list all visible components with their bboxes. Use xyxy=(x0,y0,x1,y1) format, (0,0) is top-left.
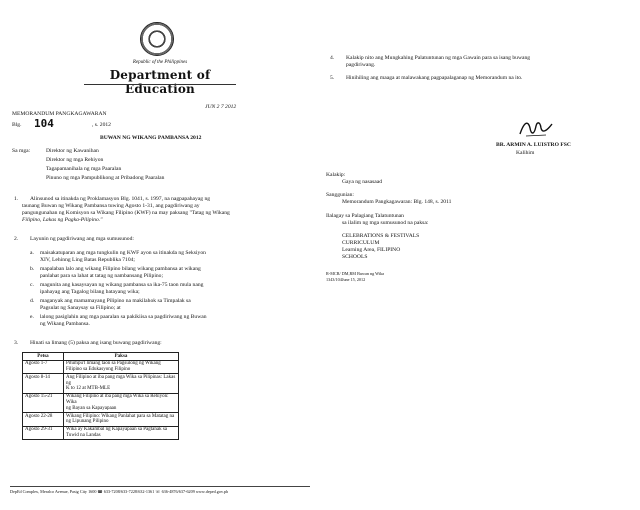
subject-item: CURRICULUM xyxy=(342,240,380,246)
ilalagay-label: Ilalagay sa Palagiang Talatuntunan xyxy=(326,213,404,219)
paragraph-number: 5. xyxy=(330,75,335,81)
paragraph-4-line: pagdiriwang. xyxy=(346,62,376,68)
recipient: Direktor ng Kawanihan xyxy=(46,148,99,154)
ilalagay-sub: sa ilalim ng mga sumusunod na paksa: xyxy=(342,220,429,226)
schedule-topic: Wika ay Kakambal ng Kapayapaan sa Pagtahak sa Tuwid na Landas xyxy=(64,426,179,440)
sanggunian-value: Memorandum Pangkagawaran: Blg. 148, s. 2011 xyxy=(342,199,452,205)
department-title: Department of Education xyxy=(109,68,211,96)
footer-address: DepEd Complex, Meralco Avenue, Pasig City 1600 ☎ 633-7208/633-7228/632-1361 ☏ 636-4876/637-6209 www.deped.gov.ph xyxy=(10,489,229,494)
kalakip-label: Kalakip: xyxy=(326,172,346,178)
recipient: Direktor ng mga Rehiyon xyxy=(46,157,104,163)
objective-line: ipahayag ang Tagalog bilang batayang wika; xyxy=(40,289,140,295)
table-row xyxy=(23,426,179,440)
memo-page-right xyxy=(320,0,640,510)
schedule-topic: Wikang Filipino at iba pang mga Wika sa Rehiyon: Wika ng Bayan sa Kapayapaan xyxy=(64,393,179,412)
schedule-date: Agosto 1-7 xyxy=(23,360,64,374)
schedule-date: Agosto 8-14 xyxy=(23,374,64,393)
paragraph-2-intro: Layunin ng pagdiriwang ang mga sumusunod: xyxy=(30,236,134,242)
recipient: Tagapamanihala ng mga Paaralan xyxy=(46,166,122,172)
reference-line: 1343/104June 15, 2012 xyxy=(326,277,366,282)
schedule-table xyxy=(22,352,179,440)
table-row xyxy=(23,393,179,412)
memo-blg-label: Blg. xyxy=(12,122,22,128)
objective-line: lalong pasiglahin ang mga paaralan sa pakikiisa sa pagdiriwang ng Buwan xyxy=(40,314,207,320)
paragraph-number: 1. xyxy=(14,196,19,202)
subject-item: Learning Area, FILIPINO xyxy=(342,247,401,253)
objective-line: ng Wikang Pambansa. xyxy=(40,321,90,327)
paragraph-3-intro: Hinati sa limang (5) paksa ang isang buwang pagdiriwang: xyxy=(30,340,162,346)
schedule-date: Agosto 29-31 xyxy=(23,426,64,440)
paragraph-number: 3. xyxy=(14,340,19,346)
recipients-label: Sa mga: xyxy=(12,148,31,154)
recipient: Pinuno ng mga Pampublikong at Pribadong Paaralan xyxy=(46,175,165,181)
paragraph-number: 2. xyxy=(14,236,19,242)
objective-line: mapalaban lalo ang wikang Filipino bilang wikang pambansa at wikang xyxy=(40,266,201,272)
objective-letter: c. xyxy=(30,282,34,288)
paragraph-number: 4. xyxy=(330,55,335,61)
objective-line: panlahat para sa lahat at tatag ng nambansang Pilipino; xyxy=(40,273,164,279)
schedule-header-topic: Paksa xyxy=(64,353,179,361)
sanggunian-label: Sanggunian: xyxy=(326,192,354,198)
republic-line: Republic of the Philippines xyxy=(132,60,188,65)
header-divider xyxy=(84,84,236,85)
objective-line: Pagsulat ng Sanaysay sa Filipino; at xyxy=(40,305,121,311)
memo-number: 104 xyxy=(34,117,54,130)
objective-letter: b. xyxy=(30,266,35,272)
deped-seal-icon xyxy=(140,22,174,56)
objective-line: magunita ang kasaysayan ng wikang pambansa sa ika-75 taon mula nang xyxy=(40,282,204,288)
objective-line: XIV, Lehinng Ling Batas Republika 7104; xyxy=(40,257,135,263)
memo-subject: BUWAN NG WIKANG PAMBANSA 2012 xyxy=(100,135,202,141)
objective-line: maganyak ang mamamayang Pilipino na makilahok sa Timpalak sa xyxy=(40,298,191,304)
schedule-date: Agosto 22-28 xyxy=(23,413,64,427)
signature-icon xyxy=(516,116,556,140)
schedule-header-date: Petsa xyxy=(23,353,64,361)
schedule-topic: Ang Filipino at iba pang mga Wika sa Pilipinas: Lakas ng K to 12 at MTB-MLE xyxy=(64,374,179,393)
objective-line: maisakatuparan ang mga tungkulin ng KWF ayon sa itinakda ng Seksiyon xyxy=(40,250,206,256)
schedule-topic: Wikang Filipino: Wikang Panlahat para sa Matatag na ng Lipunang Pilipino xyxy=(64,413,179,427)
schedule-topic: Pitumpu't limang taon sa Pagsulong ng Wikang Filipino sa Edukasyong Filipino xyxy=(64,360,179,374)
paragraph-1-line: Alinsunod sa itinakda ng Proklamasyon Blg. 1041, s. 1997, na nagpapahayag ng xyxy=(30,196,211,202)
signatory-name: BR. ARMIN A. LUISTRO FSC xyxy=(496,142,571,148)
schedule-date: Agosto 15-21 xyxy=(23,393,64,412)
table-row xyxy=(23,413,179,427)
table-row xyxy=(23,360,179,374)
reference-line: R-MCR/ DM,RM Buwan ng Wika xyxy=(326,271,385,276)
footer-divider xyxy=(10,486,310,487)
memo-year: , s. 2012 xyxy=(92,122,111,128)
date-stamp: JUN 2 7 2012 xyxy=(205,104,237,110)
subject-item: SCHOOLS xyxy=(342,254,368,260)
paragraph-4-line: Kalakip nito ang Mungkahing Palatuntunan ng mga Gawain para sa isang buwang xyxy=(346,55,531,61)
paragraph-1-line: pangungunahan ng Komisyon sa Wikang Filipino (KWF) na may paksang "Tatag ng Wikang xyxy=(22,210,230,216)
signatory-title: Kalihim xyxy=(516,150,535,156)
paragraph-5-line: Hinihiling ang maaga at malawakang pagpapalaganap ng Memorandum na ito. xyxy=(346,75,523,81)
table-row xyxy=(23,374,179,393)
subject-item: CELEBRATIONS & FESTIVALS xyxy=(342,233,420,239)
memo-title: MEMORANDUM PANGKAGAWARAN xyxy=(12,111,107,117)
paragraph-1-line: Filipino, Lakas ng Pagka-Pilipino." xyxy=(22,217,103,223)
paragraph-1-line: taunang Buwan ng Wikang Pambansa tuwing Agosto 1-31, ang pagdiriwang ay xyxy=(22,203,200,209)
objective-letter: a. xyxy=(30,250,34,256)
objective-letter: d. xyxy=(30,298,35,304)
objective-letter: e. xyxy=(30,314,34,320)
kalakip-value: Gaya ng nasasaad xyxy=(342,179,383,185)
